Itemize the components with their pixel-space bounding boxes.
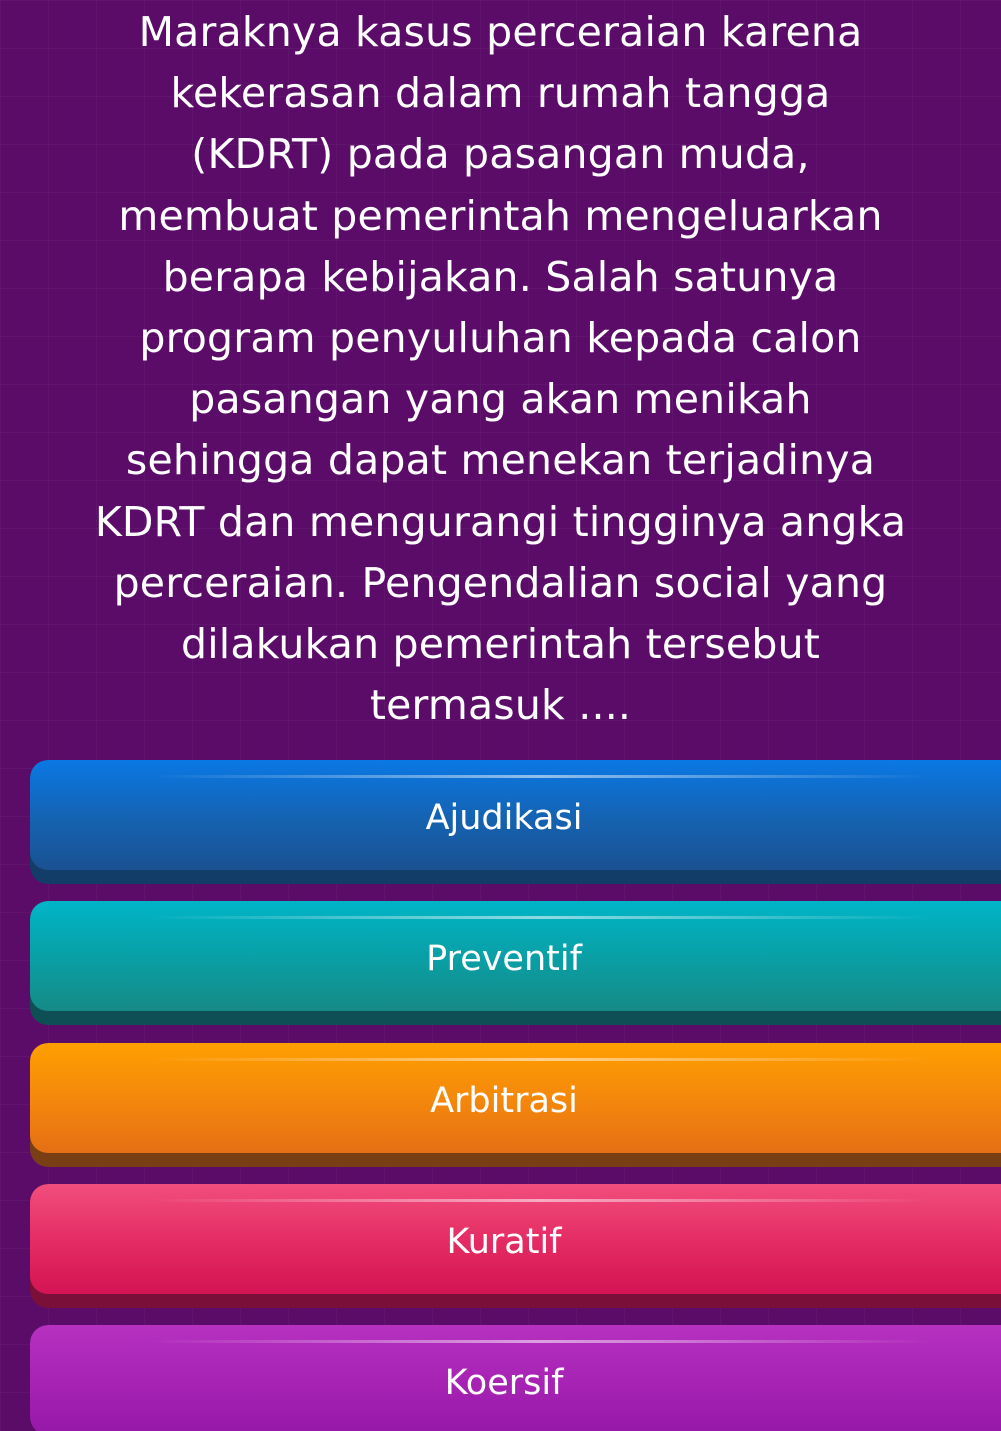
answer-option-preventif[interactable]: [30, 901, 1001, 1025]
answer-option-label: Preventif: [426, 939, 582, 979]
answer-option-label: Koersif: [444, 1363, 564, 1403]
answer-option-label: Ajudikasi: [425, 798, 583, 838]
answer-option-koersif[interactable]: [30, 1325, 1001, 1431]
answer-option-ajudikasi[interactable]: [30, 760, 1001, 884]
question-text: Maraknya kasus perceraian karena kekerasan dalam rumah tangga (KDRT) pada pasangan muda, membuat pemerintah mengeluarkan berapa kebijakan. Salah satunya program penyuluhan kepada calon pasangan yang akan menikah sehingga dapat menekan terjadinya KDRT dan mengurangi tingginya angka perceraian. Pengendalian social yang dilakukan pemerintah tersebut termasuk ....: [94, 8, 907, 730]
answer-option-kuratif[interactable]: [30, 1184, 1001, 1308]
answer-option-label: Arbitrasi: [430, 1081, 578, 1121]
answer-option-arbitrasi[interactable]: [30, 1043, 1001, 1167]
answer-option-label: Kuratif: [446, 1222, 562, 1262]
